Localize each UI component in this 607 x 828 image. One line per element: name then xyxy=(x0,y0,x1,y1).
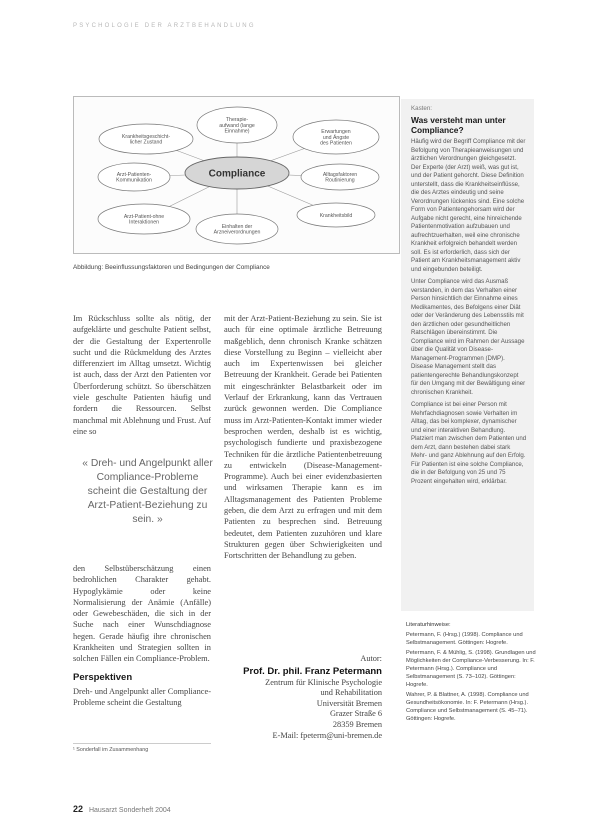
factor-node-label: Krankheitsgeschicht-licher Zustand xyxy=(121,133,171,146)
sidebar-paragraph: Compliance ist bei einer Person mit Mehrfachdiagnosen sowie Verhalten im Alltag, das bei komplexer, dynamischer und einer interaktiven Behandlung. Platziert man zwischen dem Patienten und dem Arzt, dann bestehen dabei stark Mehr- und ganz Ablehnung auf den Erfolg. Für Patienten ist eine solche Compliance, die in der Befolgung von 25 und 75 Prozent eingehalten wird, erklärbar. xyxy=(411,401,527,485)
col2-text: mit der Arzt-Patient-Beziehung zu sein. Sie ist auch für eine optimale ärztliche Betreuung maßgeblich, denn chronisch Kranke schätzen diese Vorstellung zu Beginn – vielleicht aber auch im Expertenwissen bei gleicher Betreuung der Krankheit. Gerade bei Patienten mit eingeschränkter Belastbarkeit oder im Verlauf der Erkrankung, kann das Vertrauen zurück gewonnen werden. Die Compliance muss im Arzt-Patienten-Kontakt immer wieder besprochen werden, deshalb ist es wichtig, psychologisch fundierte und praxisbezogene Techniken für die ärztliche Patientenbetreuung zu entwickeln (Disease-Management-Programme). Auch bei einer evidenzbasierten und wirksamen Therapie kann es im Alltagsmanagement des Patienten Probleme geben, die dem Arzt zu erfragen und mit dem Patienten zu besprechen sind. Betreuung bedeutet, dem Patienten zuzuhören und klare Strukturen gegen über Schwierigkeiten und Fortschritten der Behandlung zu geben. xyxy=(224,314,382,561)
author-line: 28359 Bremen xyxy=(332,719,382,729)
sidebar-paragraph: Häufig wird der Begriff Compliance mit der Befolgung von Therapieanweisungen und ärztlichen Verordnungen gleichgesetzt. Der Experte (der Arzt) weiß, was gut ist, und der Patient gehorcht. Diese Definition unterstellt, dass die Krankheitseinflüsse, die des Arztes eindeutig und seine Verordnungen lückenlos sind. Eine solche Form von Patientengehorsam wird der Aufgabe nicht gerecht, eine hinreichende Patientenmotivation aufzubauen und aufrechtzuerhalten, weil eine chronische Krankheit erfolgreich behandelt werden soll. Es ist erforderlich, dass sich der Patient am Krankheitsmanagement aktiv und eingebunden beteiligt. xyxy=(411,138,526,273)
issue-label: Hausarzt Sonderheft 2004 xyxy=(88,807,171,814)
factor-node-label: Erwartungen und Ängste des Patienten xyxy=(320,129,352,147)
factor-node-label: Therapie-aufwand (lange Einnahme) xyxy=(219,117,255,135)
author-line: E-Mail: fpeterm@uni-bremen.de xyxy=(272,730,382,740)
factor-node-label: Alltagsfaktoren Routinierung xyxy=(322,171,358,184)
literature-entry: Petermann, F. (Hrsg.) (1998). Compliance und Selbstmanagement. Göttingen: Hogrefe. xyxy=(406,631,523,646)
author-name: Prof. Dr. phil. Franz Petermann xyxy=(243,665,382,677)
sidebar-title: Was versteht man unter Compliance? xyxy=(411,114,506,135)
factor-node-label: Arzt-Patient-ohne Interaktionen xyxy=(123,213,165,226)
compliance-diagram xyxy=(73,96,400,254)
literature-box xyxy=(406,622,536,727)
literature-entry: Petermann, F. & Mühlig, S. (1998). Grundlagen und Möglichkeiten der Compliance-Verbesserung. In: F. Petermann (Hrsg.). Compliance und Selbstmanagement (S. 73–102). Göttingen: Hogrefe. xyxy=(406,650,536,688)
page-number: 22 xyxy=(73,804,84,814)
author-block xyxy=(224,654,382,741)
figure-caption: Abbildung: Beeinflussungsfaktoren und Bedingungen der Compliance xyxy=(73,264,270,271)
literature-entry: Wahrer, P. & Blattner, A. (1998). Compliance und Gesundheitsökonomie. In: F. Petermann (Hrsg.). Compliance und Selbstmanagement (S. 45–71). Göttingen: Hogrefe. xyxy=(406,692,529,722)
col1-bottom-text: den Selbstüberschätzung einen bedrohlichen Charakter gehabt. Hypoglykämie oder keine Normalisierung der Anämie (Anfälle) oder Gewebeschäden, die sich in der Suche nach einer Wunschdiagnose hegen. Gerade häufig ihre chronischen Krankheiten und Strategien sollten in solchen Fällen ein Compliance-Problem. xyxy=(73,564,211,664)
factor-node-label: Arzt-Patienten-Kommunikation xyxy=(116,171,152,184)
page-folio xyxy=(73,804,171,814)
footnote: ¹ Sonderfall im Zusammenhang xyxy=(73,743,211,753)
author-line: Grazer Straße 6 xyxy=(329,709,382,719)
info-sidebar xyxy=(401,99,534,611)
author-label: Autor: xyxy=(360,654,382,663)
perspektiven-text: Dreh- und Angelpunkt aller Compliance-Probleme scheint die Gestaltung xyxy=(73,687,211,708)
col1-top-text: Im Rückschluss sollte als nötig, der aufgeklärte und geschulte Patient selbst, der die Gestaltung der Expertenrolle sucht und die Rückmeldung des Arztes differenziert im Alltag umsetzt. Wichtig ist auch, dass der Arzt den Patienten vor Überforderung schützt. So überschätzen viele geschulte Patienten häufig und fordern die Ressourcen. Selbst manchmal mit Ablehnung und Frust. Auf eine so xyxy=(73,314,211,436)
compliance-diagram-svg xyxy=(74,97,401,255)
section-heading-perspektiven: Perspektiven xyxy=(73,672,133,683)
pull-quote: « Dreh- und Angelpunkt aller Compliance-Probleme scheint die Gestaltung der Arzt-Patient-Beziehung zu sein. » xyxy=(82,458,213,525)
sidebar-kicker: Kasten: xyxy=(411,105,432,112)
author-line: Zentrum für Klinische Psychologie xyxy=(265,677,382,687)
center-node-label: Compliance xyxy=(208,168,266,180)
literature-heading: Literaturhinweise: xyxy=(406,622,451,628)
running-head: PSYCHOLOGIE DER ARZTBEHANDLUNG xyxy=(73,23,256,29)
factor-node-label: Krankheitsbild xyxy=(319,212,353,219)
author-line: Universität Bremen xyxy=(316,698,382,708)
author-line: und Rehabilitation xyxy=(320,688,382,698)
sidebar-paragraph: Unter Compliance wird das Ausmaß verstanden, in dem das Verhalten einer Person hinsichtlich der Einnahme eines Medikamentes, des Befolgens einer Diät oder der Veränderung des Lebensstils mit den ärztlichen oder gesundheitlichen Ratschlägen übereinstimmt. Die Compliance wird im Rahmen der Aussage über die Qualität von Disease-Management-Programmen (DMP). Disease Management stellt das patientengerechte Behandlungskonzept für den Umgang mit der Bewältigung einer chronischen Krankheit. xyxy=(411,278,526,396)
factor-node-label: Einhalten der Arzneiverordnungen xyxy=(213,223,261,236)
